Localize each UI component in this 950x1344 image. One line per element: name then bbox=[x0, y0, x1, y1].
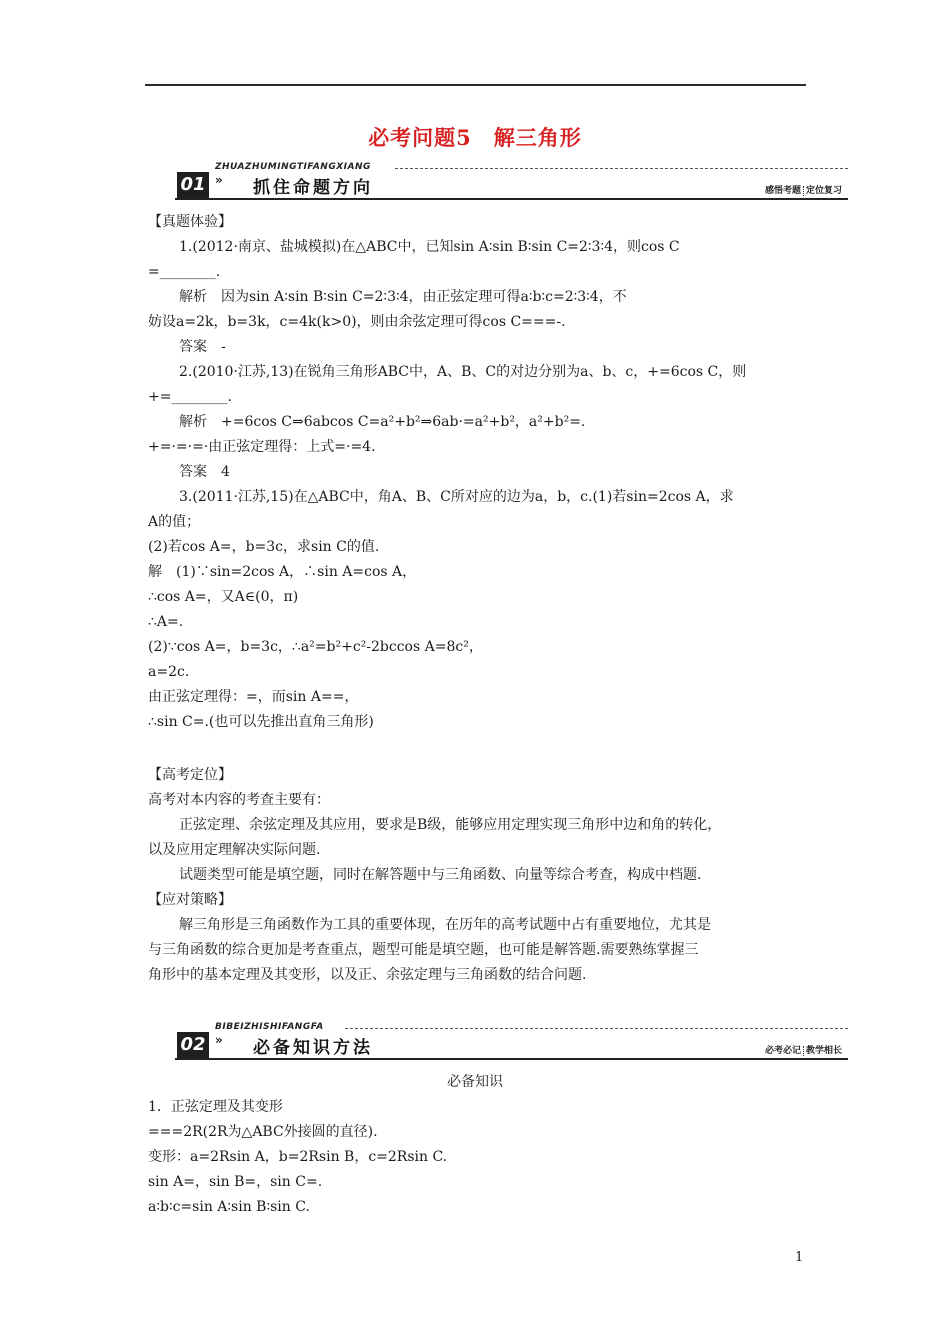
page-number: 1 bbox=[795, 1250, 804, 1265]
text-line: =________. bbox=[148, 264, 221, 280]
text-line: 3.(2011·江苏,15)在△ABC中，角A、B、C所对应的边为a，b，c.(1)若sin=2cos A，求 bbox=[179, 489, 734, 505]
section-rule bbox=[175, 198, 848, 200]
section-tag bbox=[765, 1043, 842, 1056]
dashed-divider bbox=[345, 1028, 848, 1029]
header-rule bbox=[145, 84, 806, 86]
text-line: 与三角函数的综合更加是考查重点，题型可能是填空题，也可能是解答题.需要熟练掌握三 bbox=[148, 942, 699, 958]
text-line: sin A=，sin B=，sin C=. bbox=[148, 1174, 323, 1190]
section-heading: 必备知识方法 bbox=[253, 1038, 373, 1058]
text-line: 以及应用定理解决实际问题. bbox=[148, 842, 321, 858]
text-line: 答案 4 bbox=[179, 464, 230, 480]
text-line: 解析 +=6cos C⇒6abcos C=a²+b²⇒6ab·=a²+b²，a²+b²=. bbox=[179, 414, 586, 430]
text-line: 由正弦定理得：=，而sin A==， bbox=[148, 689, 359, 705]
section-pinyin: ZHUAZHUMINGTIFANGXIANG bbox=[215, 162, 371, 172]
text-line: 试题类型可能是填空题，同时在解答题中与三角函数、向量等综合考查，构成中档题. bbox=[179, 867, 702, 883]
text-line: ===2R(2R为△ABC外接圆的直径). bbox=[148, 1124, 378, 1140]
text-line: 2.(2010·江苏,13)在锐角三角形ABC中，A、B、C的对边分别为a、b、c，+=6cos C，则 bbox=[179, 364, 747, 380]
text-line: a=2c. bbox=[148, 664, 190, 680]
subsection-title: 必备知识 bbox=[447, 1074, 503, 1090]
chevron-icon: » bbox=[215, 173, 223, 187]
text-line: 1.(2012·南京、盐城模拟)在△ABC中，已知sin A∶sin B∶sin C=2∶3∶4，则cos C bbox=[179, 239, 680, 255]
subheading-gaokao: 【高考定位】 bbox=[148, 767, 232, 783]
text-line: +=·=·=·由正弦定理得：上式=·=4. bbox=[148, 439, 376, 455]
text-line: ∴A=. bbox=[148, 614, 184, 630]
tag-left: 必考必记 bbox=[764, 1046, 801, 1056]
section-rule bbox=[175, 1058, 848, 1060]
chevron-icon: » bbox=[215, 1033, 223, 1047]
section-tag bbox=[765, 183, 842, 196]
section-heading: 抓住命题方向 bbox=[253, 178, 373, 198]
text-line: 妨设a=2k，b=3k，c=4k(k>0)，则由余弦定理可得cos C===-. bbox=[148, 314, 566, 330]
tag-separator bbox=[803, 1046, 804, 1056]
text-line: 解三角形是三角函数作为工具的重要体现，在历年的高考试题中占有重要地位，尤其是 bbox=[179, 917, 711, 933]
tag-right: 定位复习 bbox=[805, 186, 842, 196]
text-line: ∴sin C=.(也可以先推出直角三角形) bbox=[148, 714, 374, 730]
text-line: 正弦定理、余弦定理及其应用，要求是B级，能够应用定理实现三角形中边和角的转化， bbox=[179, 817, 722, 833]
text-line: 角形中的基本定理及其变形，以及正、余弦定理与三角函数的结合问题. bbox=[148, 967, 587, 983]
tag-separator bbox=[803, 186, 804, 196]
section-number-badge: 02 bbox=[177, 1032, 209, 1058]
text-line: 高考对本内容的考查主要有： bbox=[148, 792, 330, 808]
text-line: ∴cos A=，又A∈(0，π) bbox=[148, 589, 299, 605]
dashed-divider bbox=[395, 168, 848, 169]
text-line: 变形：a=2Rsin A，b=2Rsin B，c=2Rsin C. bbox=[148, 1149, 448, 1165]
section-header-1 bbox=[175, 162, 848, 198]
text-line: +=________. bbox=[148, 389, 232, 405]
subheading-zhenti: 【真题体验】 bbox=[148, 214, 232, 230]
text-line: (2)若cos A=，b=3c，求sin C的值. bbox=[148, 539, 380, 555]
section-header-2 bbox=[175, 1022, 848, 1058]
page-title: 必考问题5 解三角形 bbox=[368, 125, 582, 150]
tag-left: 感悟考题 bbox=[764, 186, 801, 196]
text-line: 答案 - bbox=[179, 339, 226, 355]
text-line: (2)∵cos A=，b=3c，∴a²=b²+c²-2bccos A=8c²， bbox=[148, 639, 483, 655]
section-pinyin: BIBEIZHISHIFANGFA bbox=[215, 1022, 324, 1032]
text-line: a∶b∶c=sin A∶sin B∶sin C. bbox=[148, 1199, 310, 1215]
text-line: 1．正弦定理及其变形 bbox=[148, 1099, 283, 1115]
section-number-badge: 01 bbox=[177, 172, 209, 198]
text-line: A的值； bbox=[148, 514, 201, 530]
tag-right: 教学相长 bbox=[805, 1046, 842, 1056]
subheading-celue: 【应对策略】 bbox=[148, 892, 232, 908]
text-line: 解 (1)∵sin=2cos A，∴sin A=cos A， bbox=[148, 564, 417, 580]
text-line: 解析 因为sin A∶sin B∶sin C=2∶3∶4，由正弦定理可得a∶b∶c=2∶3∶4，不 bbox=[179, 289, 627, 305]
